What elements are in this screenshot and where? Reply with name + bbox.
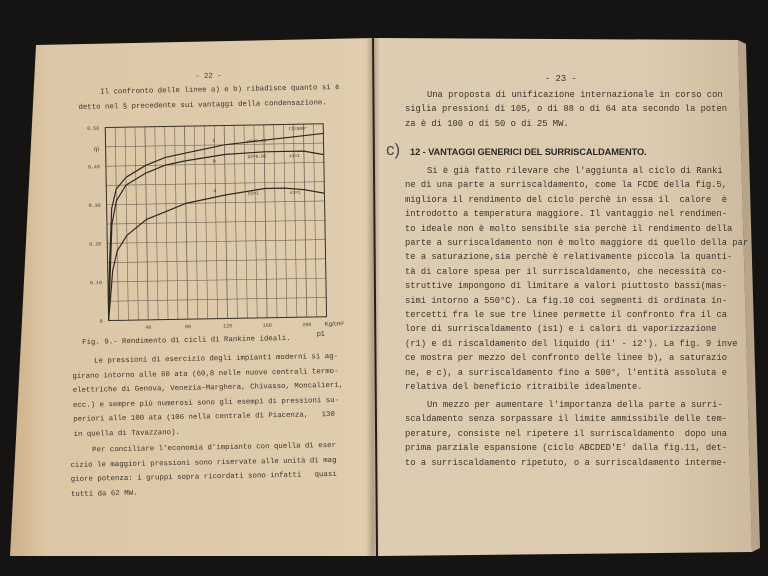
series-label: a	[213, 188, 217, 195]
text-line: tercetti fra le sue tre linee permette il confronto fra il ca	[405, 310, 728, 321]
left-page-number: - 22 -	[195, 72, 222, 81]
right-paragraph-1	[405, 164, 748, 395]
text-line: in quella di Tavazzano).	[73, 428, 181, 439]
text-line: introdotto a temperatura maggiore. Il vantaggio nel rendimen-	[405, 209, 728, 220]
text-line: lore di surriscaldamento (is1) e i calori di vaporizzazione	[405, 324, 717, 335]
text-line: to ideale non è molto sensibile sia perchè il rendimento della	[405, 223, 733, 234]
x-axis-label: p1	[316, 330, 325, 338]
text-line: simi intorno a 550°C). La fig.10 coi segmenti di ordinata in-	[405, 295, 728, 306]
efficiency-chart	[80, 109, 346, 350]
y-tick-label: 0.10	[89, 280, 103, 287]
text-line: ne di una parte a surriscaldamento, come la FCDE della fig.5,	[405, 180, 728, 191]
text-line: Una proposta di unificazione internazionale in corso con	[427, 90, 723, 100]
series-annotation: p2=0.05	[247, 154, 267, 160]
section-heading: 12 - VANTAGGI GENERICI DEL SURRISCALDAMENTO.	[410, 147, 647, 157]
y-tick-label: 0.30	[88, 202, 101, 210]
text-line: struttive impongono di limitare a valori piuttosto bassi(mas-	[405, 281, 728, 292]
left-paragraph-1	[72, 350, 344, 442]
book-gutter	[366, 38, 380, 556]
text-line: ce mostra per mezzo del confronto delle linee b), a saturazio	[405, 353, 728, 364]
y-axis-label: ηi	[93, 144, 100, 153]
text-line: migliora il rendimento del ciclo perchè in essa il calore è	[405, 194, 728, 205]
right-intro	[405, 88, 727, 131]
x-axis-unit: Kg/cm²	[324, 321, 344, 328]
y-tick-label: 0	[99, 318, 103, 325]
x-tick-label: 200	[302, 321, 312, 329]
text-line: siglia pressioni di 105, o di 88 o di 64 ata secondo la poten	[405, 104, 728, 115]
series-annotation: x1=1	[289, 190, 301, 196]
text-line: tutti da 62 MW.	[70, 489, 138, 499]
text-line: giore potenza: i gruppi sopra ricordati sono infatti quasi	[70, 470, 337, 484]
x-tick-label: 120	[223, 323, 233, 330]
text-line: elettriche di Genova, Venezia-Marghera, Chivasso, Moncalieri,	[72, 381, 344, 395]
series-label: c	[212, 137, 216, 144]
text-line: girano intorno alle 60 ata (60,8 nelle nuove centrali termo-	[72, 367, 339, 381]
right-page-number: - 23 -	[545, 74, 577, 84]
text-line: perature, consiste nel ripetere il surriscaldamento dopo una	[405, 428, 728, 439]
text-line: periori alle 100 ata (106 nella centrale di Piacenza, 130	[73, 410, 335, 424]
text-line: (r1) e di riscaldamento del liquido (i1' - i2'). La fig. 9 inve	[405, 338, 738, 349]
series-annotation: t1=500°	[288, 126, 308, 133]
text-line: za è di 100 o di 50 o di 25 MW.	[405, 118, 569, 129]
text-line: ecc.) e sempre più numerosi sono gli esempi di pressioni su-	[72, 396, 340, 410]
left-paragraph-2	[70, 439, 337, 502]
series-annotation: p2=1	[248, 191, 259, 197]
text-line: ne, e c), a surriscaldamento fino a 500°, l'entità assoluta e	[405, 367, 728, 378]
right-paragraph-2	[405, 398, 727, 470]
text-line: parte a surriscaldamento non è molto maggiore di quello della par	[405, 238, 749, 249]
y-tick-label: 0.50	[87, 125, 100, 132]
x-tick-label: 80	[184, 324, 192, 331]
text-line: Un mezzo per aumentare l'importanza della parte a surri-	[427, 400, 723, 410]
text-line: scaldamento senza sorpassare il limite ammissibile delle tem-	[405, 414, 728, 425]
text-line: prima parziale espansione (ciclo ABCDED'E' dalla fig.11, det-	[405, 443, 728, 454]
y-tick-label: 0.40	[87, 164, 100, 171]
handwritten-margin-note: c)	[386, 140, 401, 159]
y-tick-label: 0.20	[89, 241, 102, 248]
text-line: detto nel § precedente sui vantaggi della condensazione.	[78, 98, 327, 112]
series-annotation: p2=0.05	[247, 139, 267, 145]
text-line: tà di calore spesa per il surriscaldamento, che necessità co-	[405, 266, 728, 277]
text-line: Il confronto delle linee a) e b) ribadisce quanto si è	[100, 83, 340, 97]
series-label: b	[212, 158, 216, 165]
text-line: to a surriscaldamento ripetuto, o a surriscaldamento interme-	[405, 457, 728, 468]
text-line: Le pressioni di esercizio degli impianti moderni si ag-	[94, 352, 339, 366]
series-annotation: x1=1	[289, 153, 300, 160]
text-line: Si è già fatto rilevare che l'aggiunta al ciclo di Ranki	[427, 166, 723, 176]
figure-caption: Fig. 9.- Rendimento di cicli di Rankine ideali.	[82, 334, 291, 347]
text-line: cizio le maggiori pressioni sono riservate alle unità di mag	[70, 456, 337, 470]
x-tick-label: 40	[145, 324, 152, 331]
text-line: Per conciliare l'economia d'impianto con quella di eser	[92, 441, 337, 455]
x-tick-label: 160	[262, 322, 272, 329]
text-line: relativa del beneficio ritraibile idealmente.	[405, 382, 643, 393]
text-line: te a saturazione,sia perchè è relativamente piccola la quanti-	[405, 252, 733, 263]
